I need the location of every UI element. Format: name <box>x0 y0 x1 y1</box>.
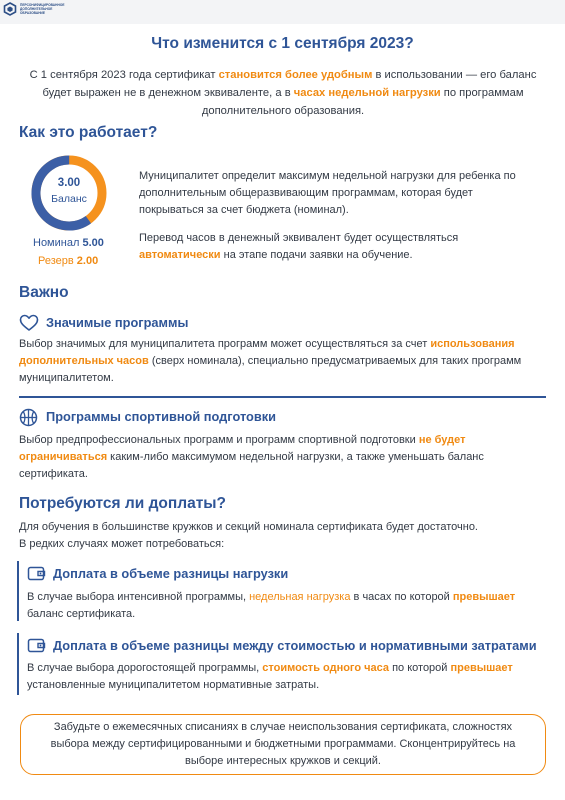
how-paragraph-1: Муниципалитет определит максимум недельной нагрузки для ребенка по дополнительным общеразвивающим программам, которая будет покрываться за счет бюджета (номинал). <box>139 170 516 216</box>
wallet-icon <box>27 565 46 581</box>
c1-text: баланс сертификата. <box>27 608 136 620</box>
logo-line: ОБРАЗОВАНИЕ <box>20 11 46 15</box>
donut-label: Баланс <box>51 193 87 205</box>
top-bar <box>0 0 565 24</box>
significant-programs-title: Значимые программы <box>46 315 189 330</box>
payments-heading: Потребуются ли доплаты? <box>19 495 227 512</box>
intro-text: С 1 сентября 2023 года сертификат <box>29 69 219 81</box>
c1-text: В случае выбора интенсивной программы, <box>27 591 250 603</box>
logo-line: ДОПОЛНИТЕЛЬНОЕ <box>20 7 53 11</box>
c1-highlight: превышает <box>452 591 516 603</box>
c2-text: установленные муниципалитетом нормативные затраты. <box>27 679 320 691</box>
s2-highlight: не будет ограничиваться <box>19 434 466 463</box>
sport-programs-text <box>19 432 549 483</box>
how-highlight: автоматически <box>139 249 221 261</box>
sport-programs-title: Программы спортивной подготовки <box>46 409 277 424</box>
payments-intro-line: Для обучения в большинстве кружков и секций номинала сертификата будет достаточно. <box>19 521 478 533</box>
logo-text <box>20 3 65 15</box>
how-text: Перевод часов в денежный эквивалент будет осуществляться <box>139 232 459 244</box>
c2-text: В случае выбора дорогостоящей программы, <box>27 662 263 674</box>
section-divider <box>19 396 546 398</box>
s2-text: каким-либо максимумом недельной нагрузки, а также уменьшать баланс сертификата. <box>19 451 484 480</box>
page-title: Что изменится с 1 сентября 2023? <box>151 35 414 52</box>
ball-icon <box>19 408 38 427</box>
donut-value: 3.00 <box>57 177 81 189</box>
c2-text: по которой <box>389 662 451 674</box>
logo-line: ПЕРСОНИФИЦИРОВАННОЕ <box>20 3 65 7</box>
how-heading: Как это работает? <box>19 124 158 141</box>
important-heading: Важно <box>19 284 69 301</box>
nominal-label: Номинал <box>33 237 80 249</box>
intro-text: в использовании — его баланс будет выражен не в денежном эквиваленте, а в <box>42 69 537 99</box>
intro-text: по программам дополнительного образования. <box>201 87 524 117</box>
nominal-value: 5.00 <box>82 237 104 249</box>
logo-icon <box>3 2 17 16</box>
case-1-text <box>27 589 549 623</box>
reserve-label: Резерв <box>38 255 74 267</box>
payments-intro <box>19 519 549 553</box>
how-paragraph-2 <box>139 230 534 264</box>
case-1-title: Доплата в объеме разницы нагрузки <box>53 566 289 581</box>
intro-paragraph <box>18 66 548 120</box>
s1-highlight: использования дополнительных часов <box>19 338 515 367</box>
how-text: на этапе подачи заявки на обучение. <box>220 249 413 261</box>
s2-text: Выбор предпрофессиональных программ и программ спортивной подготовки <box>19 434 419 446</box>
wallet-icon <box>27 637 46 653</box>
c2-highlight: превышает <box>450 662 513 674</box>
nominal-line <box>33 237 104 249</box>
s1-text: (сверх номинала), специально предусматриваемых для таких программ муниципалитетом. <box>19 355 522 384</box>
reserve-value: 2.00 <box>76 255 99 267</box>
case-2-text <box>27 660 549 694</box>
reserve-line <box>38 255 98 267</box>
case-2-title: Доплата в объеме разницы между стоимостью и нормативными затратами <box>53 638 537 653</box>
s1-text: Выбор значимых для муниципалитета программ может осуществляться за счет <box>19 338 431 350</box>
case-1-accent-bar <box>17 561 19 621</box>
intro-highlight: часах недельной нагрузки <box>293 87 441 99</box>
payments-intro-line: В редких случаях может потребоваться: <box>19 538 225 550</box>
significant-programs-text <box>19 336 549 387</box>
case-2-accent-bar <box>17 633 19 695</box>
intro-highlight: становится более удобным <box>218 69 373 81</box>
c1-highlight: недельная нагрузка <box>249 591 351 603</box>
heart-icon <box>19 314 39 332</box>
callout-text: Забудьте о ежемесячных списаниях в случае неиспользования сертификата, сложностях выбора между сертифицированными и бюджетными программами. Сконцентрируйтесь на выборе интересных кружков и секций. <box>50 721 516 767</box>
c2-highlight: стоимость одного часа <box>262 662 390 674</box>
c1-text: в часах по которой <box>350 591 453 603</box>
logo[interactable] <box>3 2 65 16</box>
